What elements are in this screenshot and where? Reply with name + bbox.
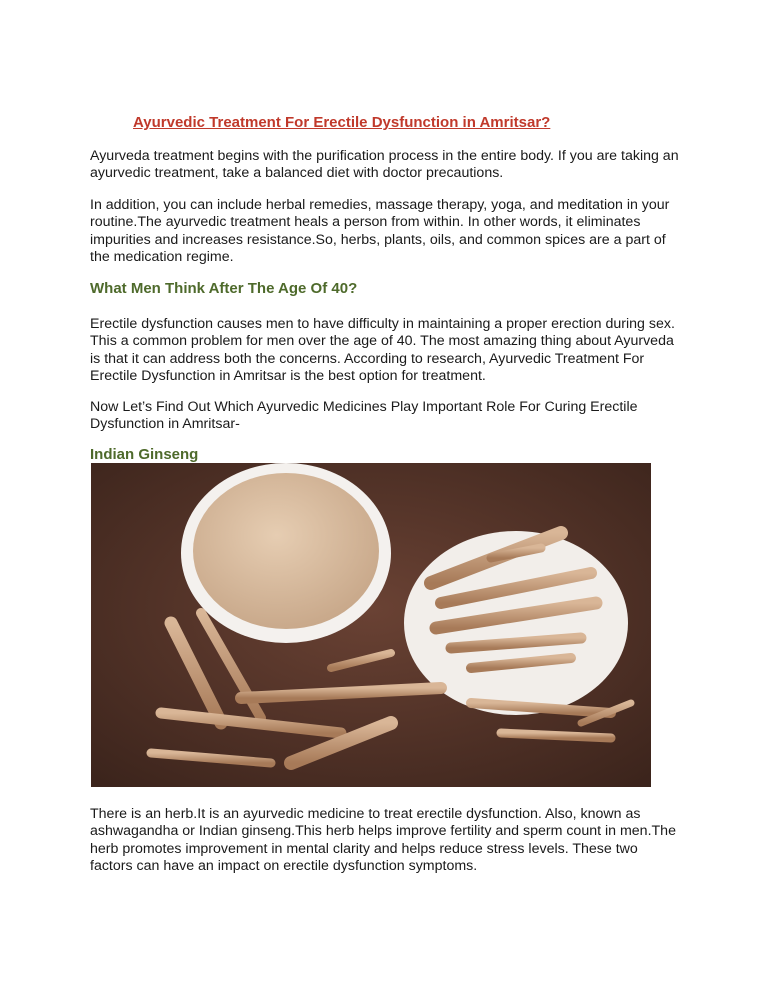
intro-paragraph-2: In addition, you can include herbal remedies, massage therapy, yoga, and meditation in your routine.The ayurvedic treatment heals a person from within. In other words, it eliminates impurities and increases resistance.So, herbs, plants, oils, and common spices are a part of the medication regime. — [90, 197, 670, 266]
section1-paragraph-1: Erectile dysfunction causes men to have difficulty in maintaining a proper erection during sex. This a common problem for men over the age of 40. The most amazing thing about Ayurveda is that it can address both the concerns. According to research, Ayurvedic Treatment For Erectile Dysfunction in Amritsar is the best option for treatment. — [90, 316, 675, 385]
intro-paragraph-1: Ayurveda treatment begins with the purification process in the entire body. If you are taking an ayurvedic treatment, take a balanced diet with doctor precautions. — [90, 148, 679, 182]
section-heading-age-40: What Men Think After The Age Of 40? — [90, 280, 358, 297]
ginseng-photo — [91, 463, 651, 787]
section2-paragraph: There is an herb.It is an ayurvedic medicine to treat erectile dysfunction. Also, known as ashwagandha or Indian ginseng.This herb helps improve fertility and sperm count in men.The herb promotes improvement in mental clarity and helps reduce stress levels. These two factors can have an impact on erectile dysfunction symptoms. — [90, 806, 676, 875]
section-heading-indian-ginseng: Indian Ginseng — [90, 446, 199, 463]
section1-paragraph-2: Now Let’s Find Out Which Ayurvedic Medicines Play Important Role For Curing Erectile Dysfunction in Amritsar- — [90, 399, 638, 433]
document-title[interactable]: Ayurvedic Treatment For Erectile Dysfunction in Amritsar? — [133, 114, 551, 131]
